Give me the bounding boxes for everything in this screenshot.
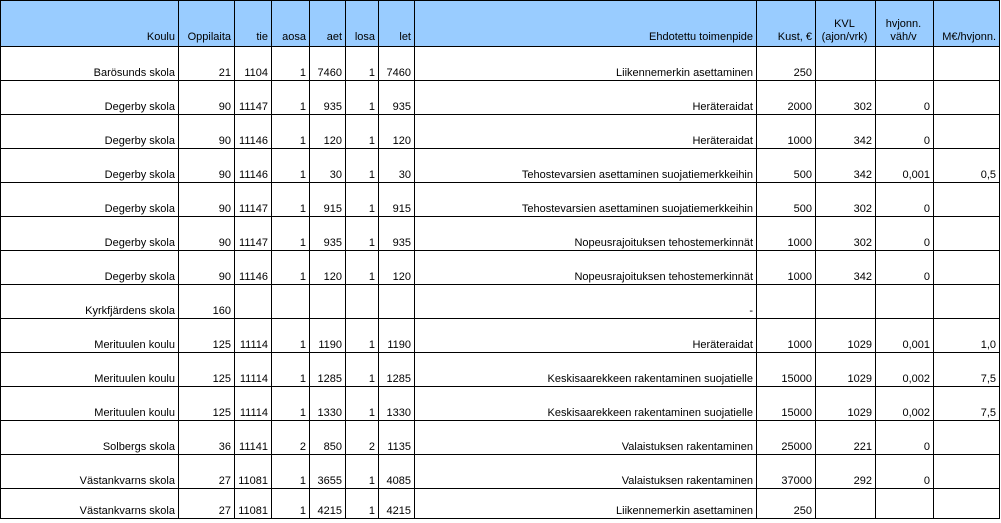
cell-kust: 500 bbox=[757, 183, 816, 217]
cell-kust: 25000 bbox=[757, 421, 816, 455]
cell-tie: 11146 bbox=[235, 115, 272, 149]
cell-kvl bbox=[816, 489, 876, 519]
table-row bbox=[1, 489, 1000, 519]
cell-me: 0,5 bbox=[934, 149, 1000, 183]
cell-oppilaita: 160 bbox=[179, 285, 235, 319]
cell-hvjonn: 0 bbox=[876, 217, 934, 251]
col-header-kvl-line2: (ajon/vrk) bbox=[821, 31, 868, 43]
cell-losa: 2 bbox=[346, 421, 379, 455]
cell-koulu: Merituulen koulu bbox=[1, 353, 179, 387]
cell-aet: 120 bbox=[310, 115, 346, 149]
cell-kvl bbox=[816, 285, 876, 319]
col-header-hvjonn-line1: hvjonn. bbox=[885, 18, 922, 30]
cell-kvl: 342 bbox=[816, 115, 876, 149]
cell-kvl: 1029 bbox=[816, 353, 876, 387]
cell-aet: 120 bbox=[310, 251, 346, 285]
cell-toimenpide: Tehostevarsien asettaminen suojatiemerkkeihin bbox=[415, 183, 757, 217]
cell-aosa: 1 bbox=[272, 81, 310, 115]
table-row bbox=[1, 455, 1000, 489]
cell-oppilaita: 125 bbox=[179, 387, 235, 421]
cell-me: 7,5 bbox=[934, 353, 1000, 387]
cell-kvl: 1029 bbox=[816, 319, 876, 353]
cell-hvjonn: 0,001 bbox=[876, 149, 934, 183]
cell-aet: 7460 bbox=[310, 47, 346, 81]
cell-toimenpide: Valaistuksen rakentaminen bbox=[415, 421, 757, 455]
cell-hvjonn bbox=[876, 285, 934, 319]
cell-aet: 935 bbox=[310, 217, 346, 251]
cell-kvl: 221 bbox=[816, 421, 876, 455]
cell-aet: 915 bbox=[310, 183, 346, 217]
table-row bbox=[1, 115, 1000, 149]
cell-toimenpide: Heräteraidat bbox=[415, 319, 757, 353]
table-row bbox=[1, 285, 1000, 319]
cell-aosa: 1 bbox=[272, 149, 310, 183]
cell-aet: 1190 bbox=[310, 319, 346, 353]
cell-kust: 15000 bbox=[757, 353, 816, 387]
cell-hvjonn: 0,002 bbox=[876, 353, 934, 387]
cell-toimenpide: Liikennemerkin asettaminen bbox=[415, 47, 757, 81]
cell-koulu: Degerby skola bbox=[1, 183, 179, 217]
cell-kust bbox=[757, 285, 816, 319]
cell-losa: 1 bbox=[346, 115, 379, 149]
cell-kvl bbox=[816, 47, 876, 81]
cell-kust: 15000 bbox=[757, 387, 816, 421]
cell-me bbox=[934, 421, 1000, 455]
col-header-toimenpide: Ehdotettu toimenpide bbox=[415, 1, 757, 47]
col-header-hvjonn-line2: väh/v bbox=[890, 31, 917, 43]
cell-toimenpide: Liikennemerkin asettaminen bbox=[415, 489, 757, 519]
col-header-tie: tie bbox=[235, 1, 272, 47]
col-header-let: let bbox=[379, 1, 415, 47]
cell-koulu: Degerby skola bbox=[1, 251, 179, 285]
cell-aet: 1285 bbox=[310, 353, 346, 387]
cell-kvl: 342 bbox=[816, 149, 876, 183]
cell-hvjonn: 0 bbox=[876, 421, 934, 455]
table-row bbox=[1, 149, 1000, 183]
cell-me bbox=[934, 489, 1000, 519]
cell-hvjonn bbox=[876, 489, 934, 519]
cell-koulu: Degerby skola bbox=[1, 217, 179, 251]
col-header-kvl bbox=[816, 1, 876, 47]
cell-oppilaita: 27 bbox=[179, 455, 235, 489]
cell-kvl: 302 bbox=[816, 217, 876, 251]
cell-kust: 1000 bbox=[757, 217, 816, 251]
cell-tie: 11141 bbox=[235, 421, 272, 455]
cell-let bbox=[379, 285, 415, 319]
cell-aet: 935 bbox=[310, 81, 346, 115]
cell-losa: 1 bbox=[346, 455, 379, 489]
cell-toimenpide: Keskisaarekkeen rakentaminen suojatielle bbox=[415, 387, 757, 421]
cell-let: 120 bbox=[379, 251, 415, 285]
cell-kust: 250 bbox=[757, 47, 816, 81]
cell-koulu: Kyrkfjärdens skola bbox=[1, 285, 179, 319]
cell-aosa bbox=[272, 285, 310, 319]
cell-me bbox=[934, 285, 1000, 319]
col-header-aosa: aosa bbox=[272, 1, 310, 47]
cell-tie: 1104 bbox=[235, 47, 272, 81]
cell-toimenpide: Valaistuksen rakentaminen bbox=[415, 455, 757, 489]
col-header-me: M€/hvjonn. bbox=[934, 1, 1000, 47]
cell-losa: 1 bbox=[346, 387, 379, 421]
cell-losa: 1 bbox=[346, 183, 379, 217]
cell-let: 915 bbox=[379, 183, 415, 217]
cell-losa: 1 bbox=[346, 251, 379, 285]
cell-losa: 1 bbox=[346, 149, 379, 183]
cell-let: 935 bbox=[379, 217, 415, 251]
cell-aosa: 1 bbox=[272, 115, 310, 149]
cell-me bbox=[934, 455, 1000, 489]
cell-tie: 11114 bbox=[235, 353, 272, 387]
cell-tie: 11081 bbox=[235, 489, 272, 519]
cell-oppilaita: 27 bbox=[179, 489, 235, 519]
cell-kust: 1000 bbox=[757, 251, 816, 285]
cell-losa: 1 bbox=[346, 489, 379, 519]
cell-let: 4085 bbox=[379, 455, 415, 489]
cell-me bbox=[934, 115, 1000, 149]
cell-aet: 4215 bbox=[310, 489, 346, 519]
cell-hvjonn: 0 bbox=[876, 81, 934, 115]
cell-kvl: 302 bbox=[816, 183, 876, 217]
cell-koulu: Degerby skola bbox=[1, 81, 179, 115]
cell-kust: 37000 bbox=[757, 455, 816, 489]
cell-koulu: Merituulen koulu bbox=[1, 387, 179, 421]
col-header-koulu: Koulu bbox=[1, 1, 179, 47]
cell-me: 7,5 bbox=[934, 387, 1000, 421]
cell-kust: 250 bbox=[757, 489, 816, 519]
cell-tie: 11146 bbox=[235, 149, 272, 183]
cell-oppilaita: 90 bbox=[179, 81, 235, 115]
cell-kust: 2000 bbox=[757, 81, 816, 115]
cell-toimenpide: Tehostevarsien asettaminen suojatiemerkkeihin bbox=[415, 149, 757, 183]
cell-tie: 11114 bbox=[235, 387, 272, 421]
cell-aet: 1330 bbox=[310, 387, 346, 421]
cell-me bbox=[934, 251, 1000, 285]
cell-losa: 1 bbox=[346, 319, 379, 353]
cell-aosa: 1 bbox=[272, 183, 310, 217]
table-row bbox=[1, 251, 1000, 285]
cell-toimenpide: Nopeusrajoituksen tehostemerkinnät bbox=[415, 217, 757, 251]
cell-hvjonn bbox=[876, 47, 934, 81]
cell-let: 4215 bbox=[379, 489, 415, 519]
cell-losa: 1 bbox=[346, 81, 379, 115]
cell-aet bbox=[310, 285, 346, 319]
cell-losa: 1 bbox=[346, 217, 379, 251]
col-header-oppilaita: Oppilaita bbox=[179, 1, 235, 47]
cell-kvl: 342 bbox=[816, 251, 876, 285]
cell-aosa: 1 bbox=[272, 353, 310, 387]
cell-kvl: 292 bbox=[816, 455, 876, 489]
cell-tie: 11146 bbox=[235, 251, 272, 285]
cell-oppilaita: 21 bbox=[179, 47, 235, 81]
cell-hvjonn: 0 bbox=[876, 183, 934, 217]
cell-koulu: Västankvarns skola bbox=[1, 455, 179, 489]
cell-kust: 500 bbox=[757, 149, 816, 183]
cell-aet: 3655 bbox=[310, 455, 346, 489]
cell-me bbox=[934, 217, 1000, 251]
cell-tie: 11147 bbox=[235, 81, 272, 115]
table-row bbox=[1, 353, 1000, 387]
cell-oppilaita: 90 bbox=[179, 251, 235, 285]
cell-oppilaita: 125 bbox=[179, 319, 235, 353]
cell-kvl: 302 bbox=[816, 81, 876, 115]
table-row bbox=[1, 217, 1000, 251]
cell-let: 1190 bbox=[379, 319, 415, 353]
cell-aosa: 1 bbox=[272, 217, 310, 251]
cell-oppilaita: 90 bbox=[179, 115, 235, 149]
cell-me: 1,0 bbox=[934, 319, 1000, 353]
table-row bbox=[1, 47, 1000, 81]
cell-aosa: 2 bbox=[272, 421, 310, 455]
cell-koulu: Merituulen koulu bbox=[1, 319, 179, 353]
cell-koulu: Degerby skola bbox=[1, 115, 179, 149]
cell-toimenpide: - bbox=[415, 285, 757, 319]
cell-oppilaita: 125 bbox=[179, 353, 235, 387]
table-row bbox=[1, 319, 1000, 353]
cell-tie: 11114 bbox=[235, 319, 272, 353]
cell-tie bbox=[235, 285, 272, 319]
cell-toimenpide: Keskisaarekkeen rakentaminen suojatielle bbox=[415, 353, 757, 387]
cell-hvjonn: 0,002 bbox=[876, 387, 934, 421]
cell-let: 120 bbox=[379, 115, 415, 149]
cell-koulu: Degerby skola bbox=[1, 149, 179, 183]
cell-toimenpide: Heräteraidat bbox=[415, 115, 757, 149]
cell-let: 30 bbox=[379, 149, 415, 183]
cell-oppilaita: 90 bbox=[179, 149, 235, 183]
cell-toimenpide: Heräteraidat bbox=[415, 81, 757, 115]
cell-aosa: 1 bbox=[272, 387, 310, 421]
table-row bbox=[1, 387, 1000, 421]
cell-let: 7460 bbox=[379, 47, 415, 81]
cell-aosa: 1 bbox=[272, 251, 310, 285]
cell-oppilaita: 90 bbox=[179, 183, 235, 217]
cell-aosa: 1 bbox=[272, 489, 310, 519]
table-row bbox=[1, 81, 1000, 115]
table-row bbox=[1, 421, 1000, 455]
col-header-kust: Kust, € bbox=[757, 1, 816, 47]
cell-koulu: Barösunds skola bbox=[1, 47, 179, 81]
cell-aosa: 1 bbox=[272, 319, 310, 353]
cell-koulu: Västankvarns skola bbox=[1, 489, 179, 519]
col-header-hvjonn bbox=[876, 1, 934, 47]
col-header-aet: aet bbox=[310, 1, 346, 47]
cell-hvjonn: 0 bbox=[876, 455, 934, 489]
col-header-losa: losa bbox=[346, 1, 379, 47]
table-row bbox=[1, 183, 1000, 217]
cell-losa: 1 bbox=[346, 353, 379, 387]
cell-tie: 11147 bbox=[235, 183, 272, 217]
cell-hvjonn: 0,001 bbox=[876, 319, 934, 353]
cell-tie: 11147 bbox=[235, 217, 272, 251]
cell-oppilaita: 90 bbox=[179, 217, 235, 251]
cell-losa bbox=[346, 285, 379, 319]
cell-aosa: 1 bbox=[272, 455, 310, 489]
cell-kust: 1000 bbox=[757, 115, 816, 149]
cell-let: 1135 bbox=[379, 421, 415, 455]
col-header-kvl-line1: KVL bbox=[834, 18, 855, 30]
cell-aosa: 1 bbox=[272, 47, 310, 81]
cell-aet: 30 bbox=[310, 149, 346, 183]
cell-kust: 1000 bbox=[757, 319, 816, 353]
cell-let: 935 bbox=[379, 81, 415, 115]
cell-aet: 850 bbox=[310, 421, 346, 455]
cell-tie: 11081 bbox=[235, 455, 272, 489]
cell-let: 1330 bbox=[379, 387, 415, 421]
cell-kvl: 1029 bbox=[816, 387, 876, 421]
cell-hvjonn: 0 bbox=[876, 115, 934, 149]
cell-koulu: Solbergs skola bbox=[1, 421, 179, 455]
cell-toimenpide: Nopeusrajoituksen tehostemerkinnät bbox=[415, 251, 757, 285]
cell-losa: 1 bbox=[346, 47, 379, 81]
cell-oppilaita: 36 bbox=[179, 421, 235, 455]
cell-me bbox=[934, 183, 1000, 217]
header-row bbox=[1, 1, 1000, 47]
cell-me bbox=[934, 47, 1000, 81]
cell-hvjonn: 0 bbox=[876, 251, 934, 285]
cell-me bbox=[934, 81, 1000, 115]
cell-let: 1285 bbox=[379, 353, 415, 387]
